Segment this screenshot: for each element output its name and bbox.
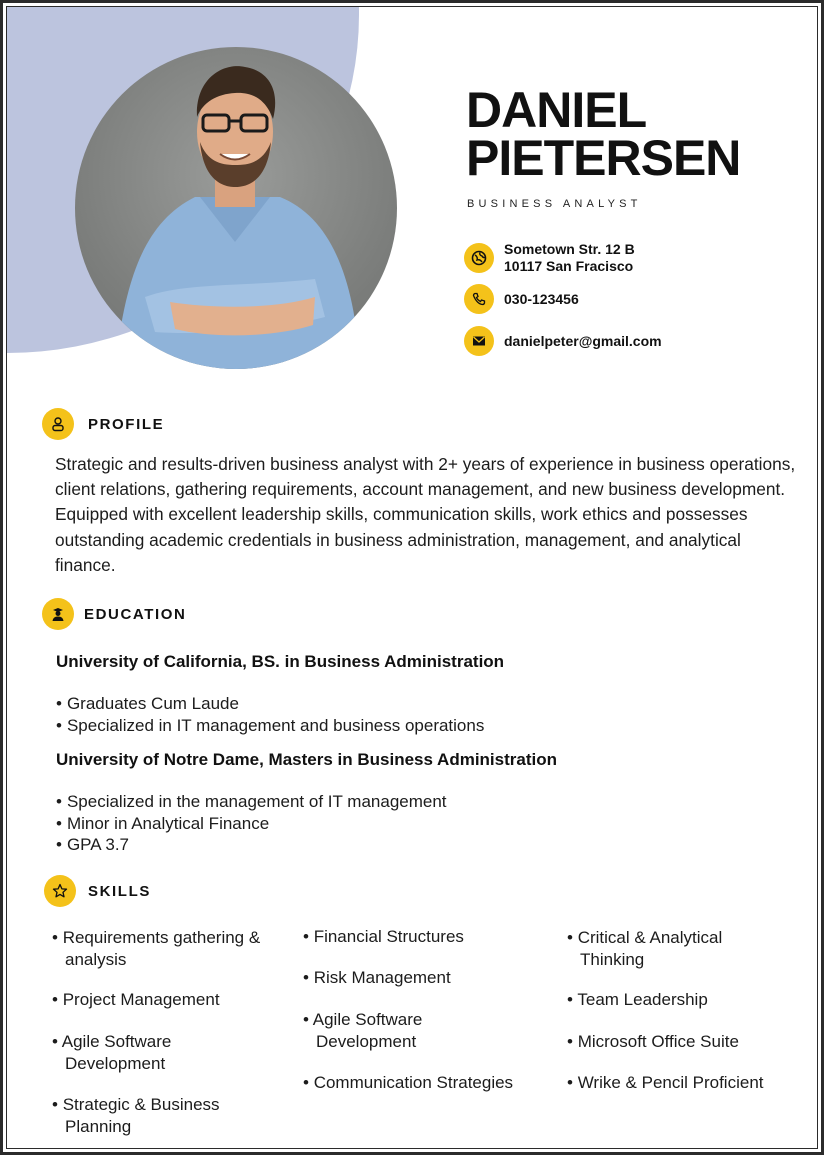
education-heading: EDUCATION <box>42 598 186 630</box>
job-title: BUSINESS ANALYST <box>467 198 642 210</box>
skill-item: • Agile Software Development <box>52 1031 245 1074</box>
skill-item: • Strategic & Business Planning <box>52 1094 275 1137</box>
contact-address <box>464 241 635 275</box>
contact-email <box>464 326 662 356</box>
first-name: DANIEL <box>466 82 647 138</box>
last-name: PIETERSEN <box>466 130 741 186</box>
email-address: danielpeter@gmail.com <box>504 332 662 349</box>
skill-item: • Requirements gathering & analysis <box>52 927 305 970</box>
profile-heading: PROFILE <box>42 408 164 440</box>
education-bullets-2 <box>56 791 447 856</box>
list-item: • Graduates Cum Laude <box>56 693 484 715</box>
skills-heading: SKILLS <box>44 875 151 907</box>
contact-phone <box>464 284 579 314</box>
education-bullets-1 <box>56 693 484 736</box>
person-name <box>466 82 741 186</box>
address-line-1: Sometown Str. 12 B <box>504 241 635 257</box>
list-item: • Specialized in IT management and business operations <box>56 715 484 737</box>
skill-item: • Microsoft Office Suite <box>567 1031 820 1053</box>
skill-item: • Team Leadership <box>567 989 820 1011</box>
profile-summary: Strategic and results-driven business analyst with 2+ years of experience in business operations, client relations, gathering requirements, account management, and new business development. Equipped with excellent leadership skills, communication skills, work ethics and possesses outstanding academic credentials in business administration, management, and analytical finance. <box>55 454 796 575</box>
list-item: • Minor in Analytical Finance <box>56 813 447 835</box>
phone-icon <box>464 284 494 314</box>
phone-number: 030-123456 <box>504 290 579 307</box>
star-icon <box>44 875 76 907</box>
address-line-2: 10117 San Fracisco <box>504 258 634 274</box>
envelope-icon <box>464 326 494 356</box>
list-item: • GPA 3.7 <box>56 834 447 856</box>
globe-icon <box>464 243 494 273</box>
skill-item: • Communication Strategies <box>303 1072 578 1094</box>
skill-item: • Critical & Analytical Thinking <box>567 927 780 970</box>
education-title-1: University of California, BS. in Business Administration <box>56 652 505 671</box>
education-title-2: University of Notre Dame, Masters in Business Administration <box>56 750 557 769</box>
graduate-icon <box>42 598 74 630</box>
skill-item: • Agile Software Development <box>303 1009 496 1052</box>
skill-item: • Financial Structures <box>303 926 576 948</box>
skill-item: • Project Management <box>52 989 305 1011</box>
skill-item: • Risk Management <box>303 967 576 989</box>
skill-item: • Wrike & Pencil Proficient <box>567 1072 824 1094</box>
list-item: • Specialized in the management of IT management <box>56 791 447 813</box>
profile-photo <box>75 47 397 369</box>
user-icon <box>42 408 74 440</box>
